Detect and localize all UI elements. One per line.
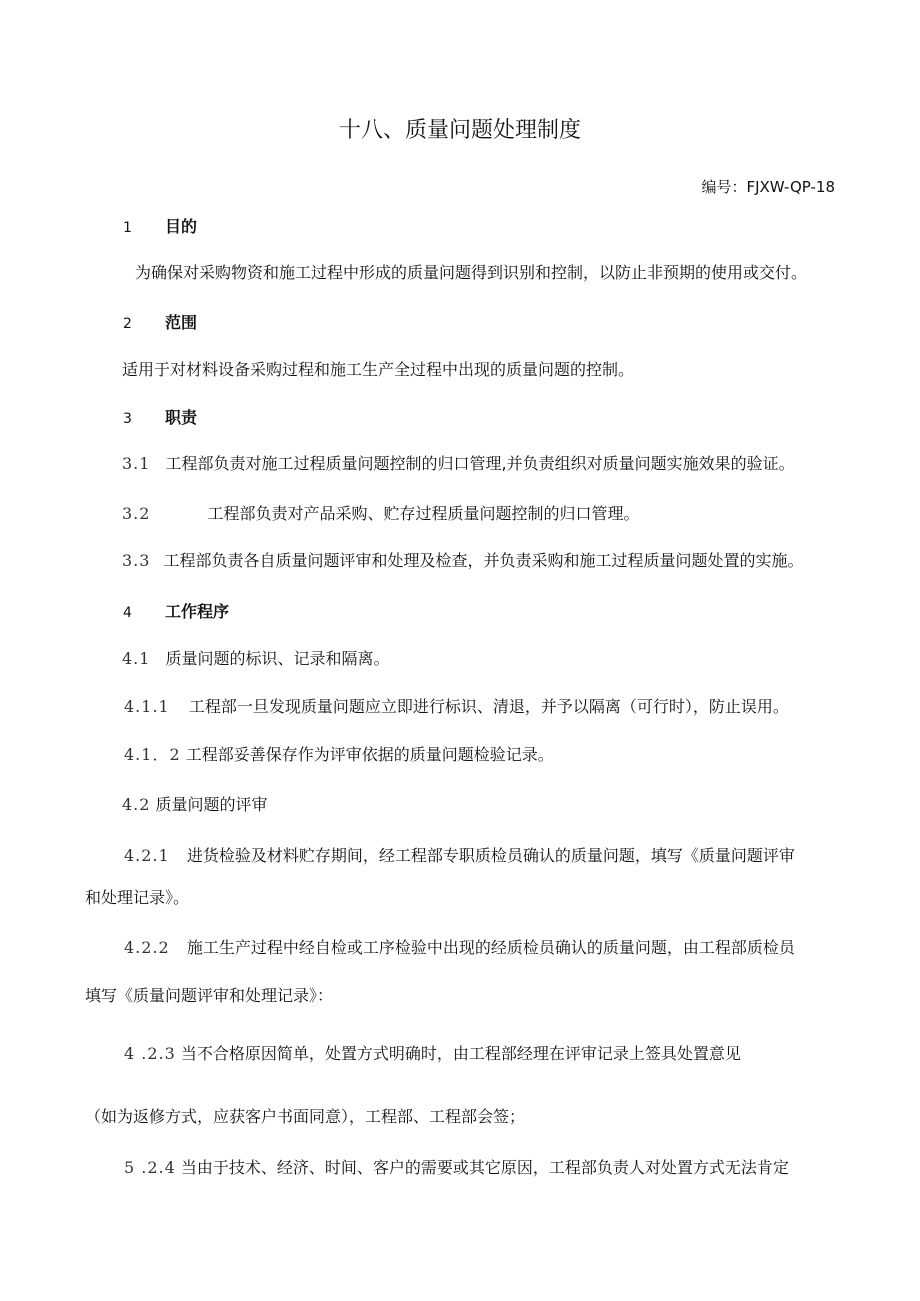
item-text: 施工生产过程中经自检或工序检验中出现的经质检员确认的质量问题，由工程部质检员 [186,938,795,957]
item-text: 当由于技术、经济、时间、客户的需要或其它原因，工程部负责人对处置方式无法肯定 [180,1158,789,1177]
item-text: 工程部负责对施工过程质量问题控制的归口管理,并负责组织对质量问题实施效果的验证。 [165,454,795,473]
item-text: 工程部一旦发现质量问题应立即进行标识、清退，并予以隔离（可行时），防止误用。 [188,697,789,716]
item-text: 工程部负责各自质量问题评审和处理及检查，并负责采购和施工过程质量问题处置的实施。 [163,551,804,570]
section-1-body: 为确保对采购物资和施工过程中形成的质量问题得到识别和控制，以防止非预期的使用或交付。 [135,263,808,282]
item-number: 4.1．2 [124,745,181,764]
item-text: 当不合格原因简单，处置方式明确时，由工程部经理在评审记录上签具处置意见 [180,1044,741,1063]
document-title: 十八、质量问题处理制度 [338,118,581,143]
list-item [122,503,640,525]
section-1-title: 目的 [165,217,198,236]
list-item [124,1157,789,1179]
section-4-number: 4 [123,605,132,621]
list-item [122,794,268,816]
list-item [124,1043,741,1065]
section-3-number: 3 [123,411,132,427]
section-2-number: 2 [123,316,132,332]
list-item [122,453,795,475]
list-item [122,648,390,670]
item-number: 3.2 [122,504,151,523]
section-3-title: 职责 [165,408,198,427]
section-2-body: 适用于对材料设备采购过程和施工生产全过程中出现的质量问题的控制。 [122,360,635,379]
list-item [124,845,795,867]
list-item-continuation: 和处理记录》。 [85,888,190,907]
list-item [124,696,789,718]
item-number: 3.1 [122,454,151,473]
item-number: 4.2.1 [124,846,170,865]
list-item [122,550,804,572]
section-1-number: 1 [123,220,132,236]
item-number: 4.2 [122,795,151,814]
item-number: 4 .2.3 [124,1044,176,1063]
item-text: 进货检验及材料贮存期间，经工程部专职质检员确认的质量问题，填写《质量问题评审 [186,846,795,865]
item-number: 5 .2.4 [124,1158,176,1177]
item-number: 4.1 [122,649,151,668]
item-text: 工程部妥善保存作为评审依据的质量问题检验记录。 [185,745,554,764]
item-text: 质量问题的评审 [155,795,268,814]
section-2-title: 范围 [165,313,198,332]
list-item [124,744,554,766]
section-4-title: 工作程序 [165,602,230,621]
list-item-continuation: 填写《质量问题评审和处理记录》： [85,986,334,1005]
item-text: 质量问题的标识、记录和隔离。 [165,649,390,668]
item-number: 3.3 [122,551,151,570]
list-item-continuation: （如为返修方式，应获客户书面同意），工程部、工程部会签； [85,1107,526,1126]
list-item [124,937,795,959]
item-text: 工程部负责对产品采购、贮存过程质量问题控制的归口管理。 [207,504,640,523]
item-number: 4.2.2 [124,938,170,957]
item-number: 4.1.1 [124,697,170,716]
document-code: 编号：FJXW-QP-18 [701,178,835,196]
